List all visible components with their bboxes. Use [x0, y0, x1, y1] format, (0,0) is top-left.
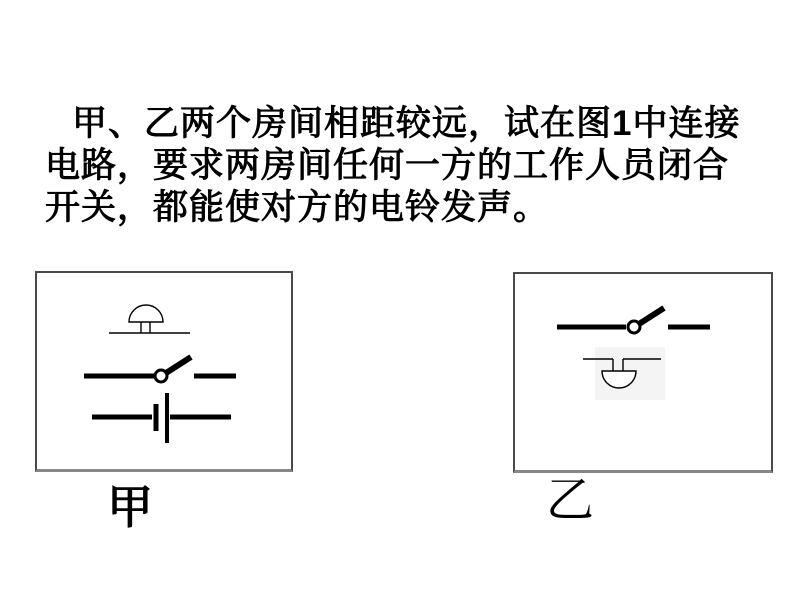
room-yi-box [513, 272, 773, 473]
problem-text [45, 103, 757, 229]
room-jia-label: 甲 [107, 481, 153, 533]
circuit-canvas-yi [515, 274, 771, 470]
battery-icon [92, 393, 231, 443]
switch-icon [557, 308, 710, 333]
switch-icon [84, 357, 236, 382]
bell-icon [109, 305, 190, 333]
room-yi-label: 乙 [546, 474, 595, 527]
circuit-canvas-jia [37, 273, 291, 469]
problem-line-3: 开关，都能使对方的电铃发声。 [45, 188, 550, 227]
problem-line-1: 甲、乙两个房间相距较远，试在图1中连接 [72, 104, 741, 143]
problem-line-2: 电路，要求两房间任何一方的工作人员闭合 [45, 146, 730, 185]
room-jia-box [35, 271, 293, 472]
